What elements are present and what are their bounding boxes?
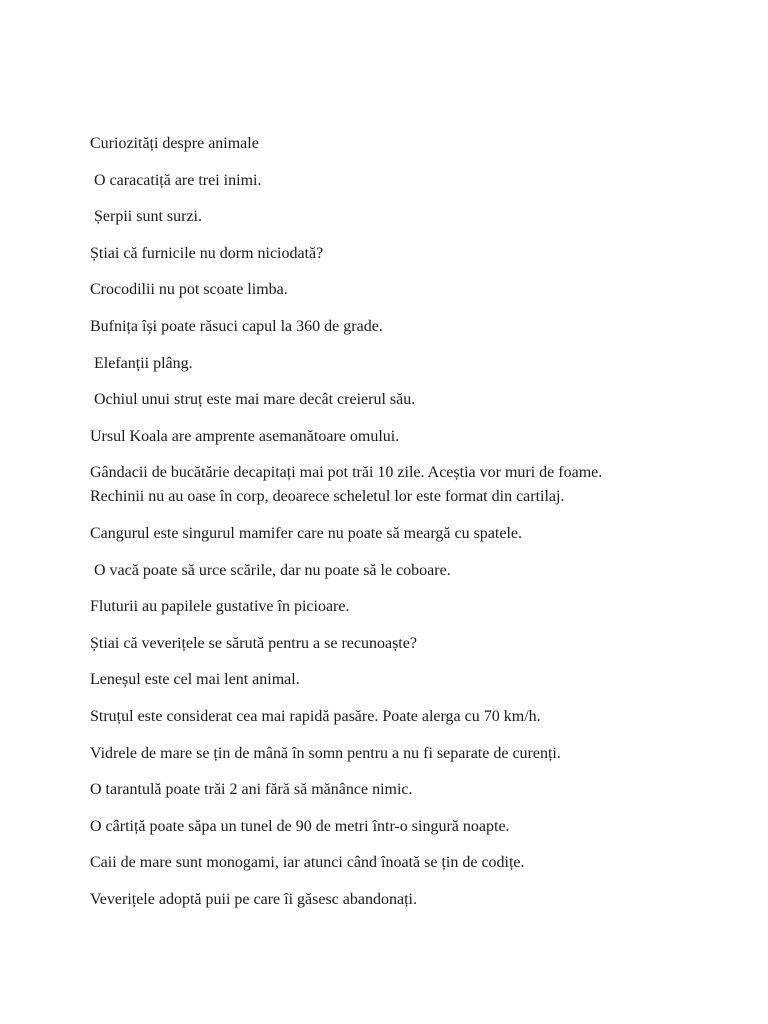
paragraph-19: O cârtiță poate săpa un tunel de 90 de metri într-o singură noapte. [90, 817, 510, 835]
paragraph-5: Bufnița își poate răsuci capul la 360 de grade. [90, 317, 383, 335]
paragraph-1: O caracatiță are trei inimi. [90, 171, 262, 189]
paragraph-17: Vidrele de mare se țin de mână în somn pentru a nu fi separate de curenți. [90, 744, 561, 762]
paragraph-6: Elefanții plâng. [90, 354, 193, 372]
paragraph-3: Știai că furnicile nu dorm niciodată? [90, 244, 324, 262]
paragraph-20: Caii de mare sunt monogami, iar atunci când înoată se țin de codițe. [90, 854, 525, 872]
paragraph-11: Cangurul este singurul mamifer care nu poate să meargă cu spatele. [90, 524, 522, 542]
document-title: Curiozități despre animale [90, 135, 259, 152]
paragraph-14: Știai că veverițele se sărută pentru a se recunoaște? [90, 634, 417, 652]
paragraph-4: Crocodilii nu pot scoate limba. [90, 281, 288, 299]
paragraph-10: Rechinii nu au oase în corp, deoarece scheletul lor este format din cartilaj. [90, 488, 565, 506]
paragraph-21: Veverițele adoptă puii pe care îi găsesc abandonați. [90, 890, 417, 908]
paragraph-7: Ochiul unui struț este mai mare decât creierul său. [90, 391, 416, 409]
paragraph-12: O vacă poate să urce scările, dar nu poate să le coboare. [90, 561, 451, 579]
paragraph-9: Gândacii de bucătărie decapitați mai pot trăi 10 zile. Aceștia vor muri de foame. [90, 464, 603, 482]
document-body [90, 132, 730, 912]
paragraph-18: O tarantulă poate trăi 2 ani fără să mănânce nimic. [90, 781, 413, 799]
paragraph-15: Leneșul este cel mai lent animal. [90, 671, 300, 689]
paragraph-16: Struțul este considerat cea mai rapidă pasăre. Poate alerga cu 70 km/h. [90, 707, 541, 725]
paragraph-2: Șerpii sunt surzi. [90, 208, 202, 226]
paragraph-8: Ursul Koala are amprente asemanătoare omului. [90, 427, 400, 445]
paragraph-13: Fluturii au papilele gustative în picioare. [90, 598, 350, 616]
